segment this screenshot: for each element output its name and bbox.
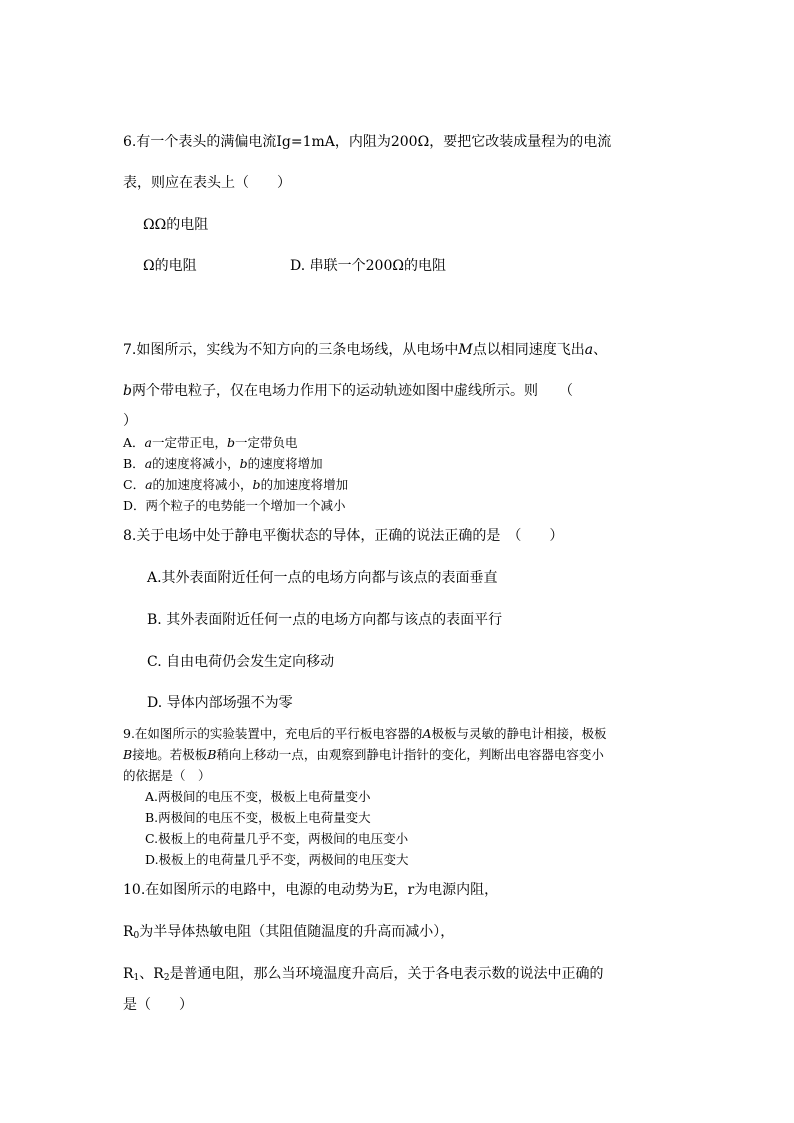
q9-plate-a: A xyxy=(422,726,432,741)
q9-option-d: D.极板上的电荷量几乎不变，两极间的电压变大 xyxy=(145,852,409,867)
q7-option-c-text: 的加速度将减小， xyxy=(152,477,253,492)
q10-stem-line4: 是（ ） xyxy=(123,997,193,1013)
q7-option-a-particle-a: a xyxy=(144,435,152,450)
q7-option-a-label: A． xyxy=(123,435,145,450)
q10-r2-subscript: 2 xyxy=(163,973,170,983)
q10-r0-symbol: R xyxy=(123,924,134,940)
q6-stem-line2: 表，则应在表头上（ ） xyxy=(123,175,291,191)
q7-option-b-label: B． xyxy=(123,456,145,471)
q6-option-d: D. 串联一个200Ω的电阻 xyxy=(290,258,446,274)
q6-option-a: ΩΩ的电阻 xyxy=(143,217,209,233)
q7-option-d: D．两个粒子的电势能一个增加一个减小 xyxy=(123,498,346,513)
q7-point-m: M xyxy=(458,342,473,358)
q9-stem-text: 极板与灵敏的静电计相接，极板 xyxy=(431,726,607,741)
q10-r1-symbol: R xyxy=(123,966,134,982)
q7-particle-a: a xyxy=(584,342,594,358)
q7-stem-text: 两个带电粒子，仅在电场力作用下的运动轨迹如图中虚线所示。则 （ xyxy=(131,383,573,399)
q8-option-b: B. 其外表面附近任何一点的电场方向都与该点的表面平行 xyxy=(147,612,503,628)
q7-option-c xyxy=(123,477,348,493)
q9-stem-text: 接地。若极板 xyxy=(132,747,208,762)
q9-stem-line3: 的依据是（ ） xyxy=(123,768,211,783)
q7-option-a-text-end: 一定带负电 xyxy=(235,435,298,450)
q6-stem-line1: 6.有一个表头的满偏电流Ig=1mA，内阻为200Ω，要把它改装成量程为的电流 xyxy=(123,134,612,150)
q7-option-c-particle-a: a xyxy=(145,477,153,492)
q8-option-c: C. 自由电荷仍会发生定向移动 xyxy=(147,654,335,670)
q8-option-a: A.其外表面附近任何一点的电场方向都与该点的表面垂直 xyxy=(147,570,498,586)
q10-stem-line3 xyxy=(123,965,604,987)
q9-stem-text: 9.在如图所示的实验装置中，充电后的平行板电容器的 xyxy=(123,726,423,741)
q7-stem-line2 xyxy=(123,382,573,400)
q7-option-b xyxy=(123,456,323,472)
q10-r0-subscript: 0 xyxy=(133,931,140,941)
q7-option-c-label: C． xyxy=(123,477,146,492)
q7-option-a-particle-b: b xyxy=(227,435,236,450)
q9-stem-line1 xyxy=(123,726,606,742)
q9-option-a: A.两极间的电压不变，极板上电荷量变小 xyxy=(145,789,371,804)
q10-stem-line1: 10.在如图所示的电路中，电源的电动势为E，r为电源内阻， xyxy=(123,882,499,898)
q7-stem-line3: ） xyxy=(123,413,137,429)
q9-stem-line2 xyxy=(123,747,604,763)
q9-plate-b: B xyxy=(207,747,217,762)
q7-stem-text: 点以相同速度飞出 xyxy=(472,342,585,358)
q7-option-b-text: 的速度将减小， xyxy=(152,456,240,471)
q10-r2-symbol: 、R xyxy=(139,966,164,982)
q7-stem-text: 7.如图所示，实线为不知方向的三条电场线，从电场中 xyxy=(123,342,459,358)
q7-option-b-particle-b: b xyxy=(239,456,248,471)
q10-stem-line2 xyxy=(123,923,454,945)
q8-option-d: D. 导体内部场强不为零 xyxy=(147,695,293,711)
q7-particle-b: b xyxy=(123,383,132,399)
q10-stem-text: 为半导体热敏电阻（其阻值随温度的升高而减小）， xyxy=(139,924,455,940)
q10-stem-text: 是普通电阻，那么当环境温度升高后，关于各电表示数的说法中正确的 xyxy=(169,966,604,982)
q9-option-b: B.两极间的电压不变，极板上电荷量变大 xyxy=(145,810,371,825)
q7-option-c-particle-b: b xyxy=(252,477,261,492)
q7-option-a-text: 一定带正电， xyxy=(151,435,227,450)
q8-stem: 8.关于电场中处于静电平衡状态的导体，正确的说法正确的是 （ ） xyxy=(123,528,564,544)
q10-r1-subscript: 1 xyxy=(133,973,140,983)
q9-plate-b: B xyxy=(123,747,133,762)
q9-option-c: C.极板上的电荷量几乎不变，两极间的电压变小 xyxy=(145,831,409,846)
q7-stem-text: 、 xyxy=(593,342,608,358)
q7-stem-line1 xyxy=(123,341,607,359)
q7-option-a xyxy=(123,435,298,451)
q7-option-b-particle-a: a xyxy=(144,456,153,471)
q6-option-b: Ω的电阻 xyxy=(143,258,197,274)
q7-option-c-text-end: 的加速度将增加 xyxy=(260,477,349,492)
q9-stem-text: 稍向上移动一点，由观察到静电计指针的变化，判断出电容器电容变小 xyxy=(216,747,604,762)
q7-option-b-text-end: 的速度将增加 xyxy=(247,456,323,471)
